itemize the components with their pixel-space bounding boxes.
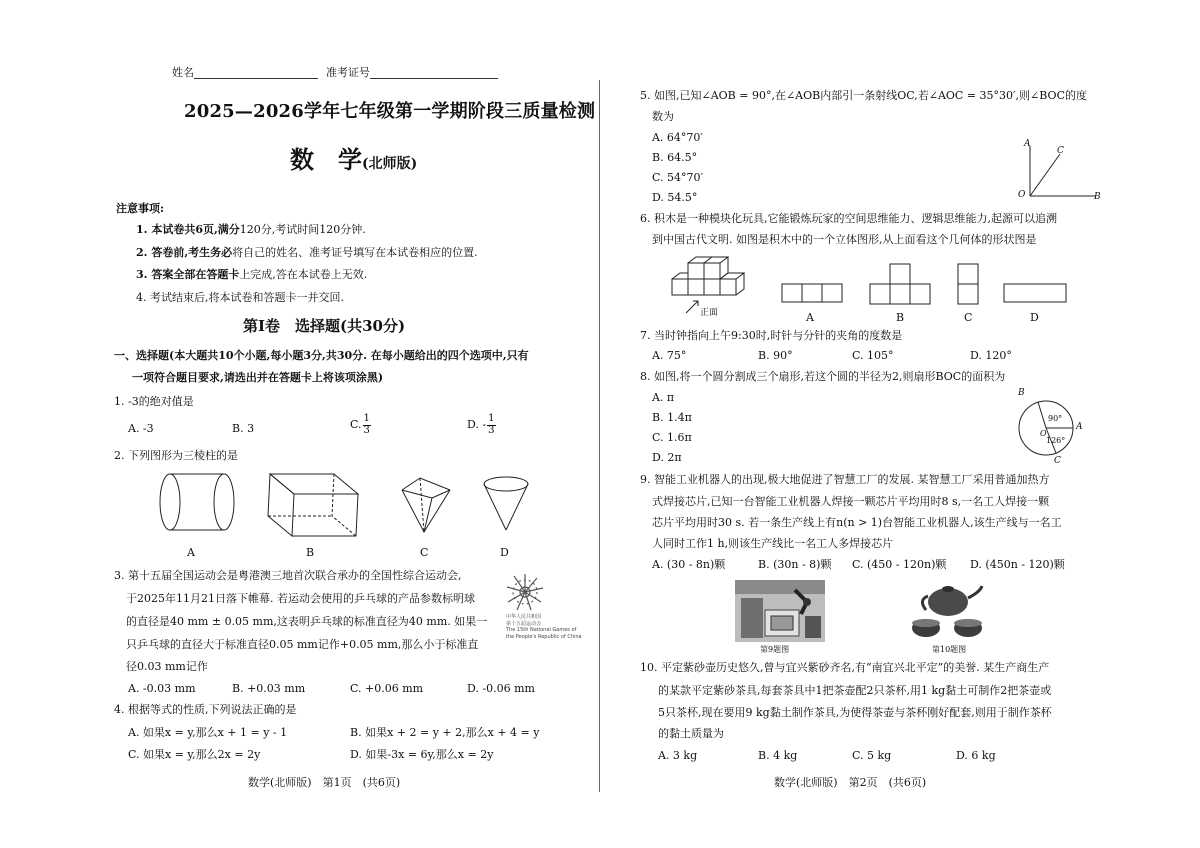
q8-option-c: C. 1.6π: [652, 431, 692, 444]
q9-caption: 第9题图: [760, 645, 790, 654]
q10-line-4: 的黏土质量为: [658, 727, 724, 740]
q6-label-c: C: [964, 311, 973, 324]
q8-option-b: B. 1.4π: [652, 411, 692, 424]
q4-option-b: B. 如果x + 2 = y + 2,那么x + 4 = y: [350, 726, 540, 739]
id-blank: [370, 67, 498, 79]
q1-option-d: D. - $\frac{1}{3}$: [467, 413, 495, 436]
q3-line-1: 3. 第十五届全国运动会是粤港澳三地首次联合承办的全国性综合运动会,: [114, 569, 462, 582]
q7-stem: 7. 当时钟指向上午9:30时,时针与分针的夹角的度数是: [640, 329, 903, 342]
q2-label-d: D: [500, 546, 509, 559]
q4-option-c: C. 如果x = y,那么2x = 2y: [128, 748, 261, 761]
q10-option-d: D. 6 kg: [956, 749, 996, 762]
q5-line-2: 数为: [652, 110, 674, 123]
q9-option-b: B. (30n - 8)颗: [758, 558, 832, 571]
q9-line-1: 9. 智能工业机器人的出现,极大地促进了智慧工厂的发展. 某智慧工厂采用普通加热方: [640, 473, 1050, 486]
q3-line-4: 只乒乓球的直径大于标准直径0.05 mm记作+0.05 mm,那么小于标准直: [126, 638, 479, 651]
q4-stem: 4. 根据等式的性质,下列说法正确的是: [114, 703, 297, 716]
q4-option-d: D. 如果-3x = 6y,那么x = 2y: [350, 748, 494, 761]
games-logo-caption: 中华人民共和国 第十五届运动会 The 15th National Games of the People's Republic of China: [506, 614, 582, 640]
q7-option-c: C. 105°: [852, 349, 894, 362]
exam-title: 2025—2026学年七年级第一学期阶段三质量检测: [184, 101, 596, 122]
q6-label-b: B: [896, 311, 905, 324]
q10-caption: 第10题图: [932, 645, 967, 654]
q2-figure-b-prism: [262, 466, 372, 542]
q2-figure-c-pyramid: [398, 470, 458, 540]
notice-title: 注意事项:: [116, 202, 165, 215]
q5-label-o: O: [1018, 190, 1026, 200]
q1-d-fraction: $\frac{1}{3}$: [488, 413, 495, 436]
q8-angle-90: 90°: [1048, 414, 1063, 423]
q7-option-b: B. 90°: [758, 349, 793, 362]
notice-item-4: 4. 考试结束后,将本试卷和答题卡一并交回.: [136, 291, 344, 304]
q5-line-1: 5. 如图,已知∠AOB = 90°,在∠AOB内部引一条射线OC,若∠AOC = 35°30′,则∠BOC的度: [640, 89, 1087, 102]
q8-angle-126: 126°: [1046, 436, 1066, 445]
q9-robot-photo: [735, 580, 825, 642]
q8-label-a: A: [1076, 422, 1083, 432]
left-footer: 数学(北师版) 第1页 (共6页): [248, 776, 401, 789]
q2-label-b: B: [306, 546, 315, 559]
q6-option-a-figure: [780, 282, 844, 304]
q10-option-c: C. 5 kg: [852, 749, 892, 762]
q5-label-b: B: [1094, 192, 1101, 202]
q1-option-b: B. 3: [232, 422, 255, 435]
q8-option-d: D. 2π: [652, 451, 682, 464]
q2-label-a: A: [187, 546, 195, 559]
q6-line-2: 到中国古代文明. 如图是积木中的一个立体图形,从上面看这个几何体的形状图是: [652, 233, 1037, 246]
right-page: [600, 0, 1200, 848]
q2-stem: 2. 下列图形为三棱柱的是: [114, 449, 238, 462]
games-logo-icon: [505, 572, 545, 612]
subject-title: [290, 146, 417, 175]
id-label: 准考证号: [326, 66, 370, 79]
q3-option-c: C. +0.06 mm: [350, 682, 424, 695]
q3-option-b: B. +0.03 mm: [232, 682, 306, 695]
q6-option-b-figure: [868, 262, 932, 304]
q5-label-a: A: [1024, 139, 1031, 149]
q5-option-d: D. 54.5°: [652, 191, 698, 204]
notice-item-2: 2. 答卷前,考生务必将自己的姓名、准考证号填写在本试卷相应的位置.: [136, 246, 478, 259]
q9-line-2: 式焊接芯片,已知一台智能工业机器人焊接一颗芯片平均用时8 s,一名工人焊接一颗: [652, 495, 1050, 508]
q8-label-c: C: [1054, 456, 1061, 466]
q5-option-b: B. 64.5°: [652, 151, 698, 164]
q6-option-c-figure: [956, 262, 980, 304]
q3-line-3: 的直径是40 mm ± 0.05 mm,这表明乒乓球的标准直径为40 mm. 如果一: [126, 615, 488, 628]
q1-c-fraction: $\frac{1}{3}$: [363, 413, 370, 436]
q1-stem: 1. -3的绝对值是: [114, 395, 194, 408]
q10-teapot-photo: [910, 578, 990, 644]
q2-figure-d-cone: [480, 470, 532, 540]
q8-circle-figure: [1016, 398, 1076, 458]
q6-label-d: D: [1030, 311, 1039, 324]
q8-option-a: A. π: [652, 391, 675, 404]
q6-line-1: 6. 积木是一种模块化玩具,它能锻炼玩家的空间思维能力、逻辑思维能力,起源可以追溯: [640, 212, 1057, 225]
q4-option-a: A. 如果x = y,那么x + 1 = y - 1: [128, 726, 288, 739]
q9-line-4: 人同时工作1 h,则该生产线比一名工人多焊接芯片: [652, 537, 894, 550]
q5-option-c: C. 54°70′: [652, 171, 704, 184]
q1-option-a: A. -3: [128, 422, 154, 435]
q10-line-1: 10. 平定紫砂壶历史悠久,曾与宜兴紫砂齐名,有“南宜兴北平定”的美誉. 某生产商生产: [640, 661, 1050, 674]
q8-label-b: B: [1018, 388, 1025, 398]
q3-option-d: D. -0.06 mm: [467, 682, 535, 695]
q7-option-d: D. 120°: [970, 349, 1012, 362]
q9-option-d: D. (450n - 120)颗: [970, 558, 1065, 571]
q5-label-c: C: [1057, 146, 1064, 156]
q10-option-b: B. 4 kg: [758, 749, 798, 762]
name-label: 姓名: [172, 66, 194, 79]
right-footer: 数学(北师版) 第2页 (共6页): [774, 776, 927, 789]
q2-figure-a-cylinder: [150, 466, 250, 542]
id-field: [326, 66, 498, 79]
q10-line-2: 的某款平定紫砂茶具,每套茶具中1把茶壶配2只茶杯,用1 kg黏土可制作2把茶壶或: [658, 684, 1052, 697]
q10-option-a: A. 3 kg: [658, 749, 698, 762]
part-intro-line2: 一项符合题目要求,请选出并在答题卡上将该项涂黑): [132, 371, 384, 384]
q5-option-a: A. 64°70′: [652, 131, 703, 144]
name-blank: [194, 67, 318, 79]
q2-label-c: C: [420, 546, 429, 559]
notice-item-3: 3. 答案全部在答题卡上完成,答在本试卷上无效.: [136, 268, 368, 281]
q8-label-o: O: [1040, 429, 1047, 438]
q9-option-c: C. (450 - 120n)颗: [852, 558, 947, 571]
q9-option-a: A. (30 - 8n)颗: [652, 558, 726, 571]
name-field: [172, 66, 318, 79]
q3-line-5: 径0.03 mm记作: [126, 660, 208, 673]
edition-text: (北师版): [362, 156, 418, 172]
q1-option-c: C. $\frac{1}{3}$: [350, 413, 370, 436]
q6-option-d-figure: [1002, 282, 1068, 304]
q7-option-a: A. 75°: [652, 349, 687, 362]
q8-stem: 8. 如图,将一个圆分割成三个扇形,若这个圆的半径为2,则扇形BOC的面积为: [640, 370, 1006, 383]
q10-line-3: 5只茶杯,现在要用9 kg黏土制作茶具,为使得茶壶与茶杯刚好配套,则用于制作茶杯: [658, 706, 1052, 719]
notice-item-1: 1. 本试卷共6页,满分120分,考试时间120分钟.: [136, 223, 366, 236]
q6-front-label: 正面: [700, 308, 719, 318]
q3-line-2: 于2025年11月21日落下帷幕. 若运动会使用的乒乓球的产品参数标明球: [126, 592, 475, 605]
q6-label-a: A: [806, 311, 814, 324]
section-title: 第Ⅰ卷 选择题(共30分): [243, 317, 406, 335]
part-intro-line1: 一、选择题(本大题共10个小题,每小题3分,共30分. 在每小题给出的四个选项中,只有: [114, 349, 529, 362]
q3-option-a: A. -0.03 mm: [128, 682, 196, 695]
subject-text: 数 学: [290, 146, 362, 174]
q9-line-3: 芯片平均用时30 s. 若一条生产线上有n(n > 1)台智能工业机器人,该生产线与一名工: [652, 516, 1062, 529]
